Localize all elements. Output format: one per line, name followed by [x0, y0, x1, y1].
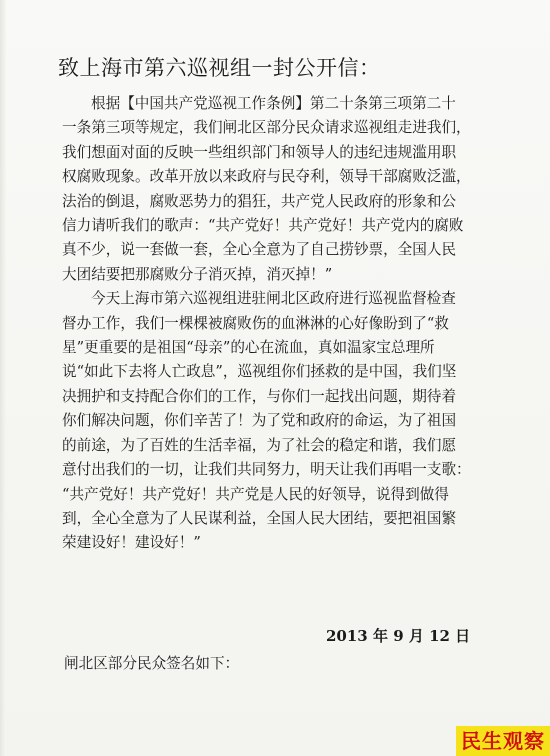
text-line: 说“如此下去将人亡政息”，巡视组你们拯救的是中国，我们坚 — [62, 363, 457, 381]
text-line: 决拥护和支持配合你们的工作，与你们一起找出问题，期待着 — [62, 387, 457, 405]
watermark-logo: 民生观察 — [456, 726, 550, 756]
text-line: 权腐败现象。改革开放以来政府与民夺利，领导干部腐败泛滥， — [62, 168, 471, 186]
text-line: 今天上海市第六巡视组进驻闸北区政府进行巡视监督检查 — [91, 290, 456, 308]
letter-body — [62, 92, 522, 556]
paragraph-1 — [62, 92, 522, 287]
text-line: 我们想面对面的反映一些组织部门和领导人的违纪违规滥用职 — [62, 143, 457, 161]
text-line: 大团结要把那腐败分子消灭掉，消灭掉！” — [62, 265, 333, 283]
paragraph-2 — [62, 287, 522, 555]
text-line: 到，全心全意为了人民谋利益，全国人民大团结，要把祖国繁 — [62, 509, 457, 527]
text-line: 根据【中国共产党巡视工作条例】第二十条第三项第二十 — [91, 95, 456, 112]
text-line: “共产党好！共产党好！共产党是人民的好领导，说得到做得 — [62, 485, 449, 503]
text-line: 你们解决问题，你们辛苦了！为了党和政府的命运，为了祖国 — [62, 412, 457, 430]
text-line: 督办工作，我们一棵棵被腐败伤的血淋淋的心好像盼到了“救 — [62, 314, 449, 332]
text-line: 一条第三项等规定，我们闸北区部分民众请求巡视组走进我们， — [62, 119, 471, 137]
text-line: 星”更重要的是祖国“母亲”的心在流血，真如温家宝总理所 — [62, 339, 435, 357]
letter-title: 致上海市第六巡视组一封公开信： — [58, 56, 381, 80]
text-line: 真不少，说一套做一套，全心全意为了自己捞钞票，全国人民 — [62, 241, 457, 259]
text-line: 荣建设好！建设好！” — [62, 534, 201, 552]
signers-label: 闸北区部分民众签名如下： — [64, 655, 240, 672]
text-line: 的前途，为了百姓的生活幸福，为了社会的稳定和谐，我们愿 — [62, 436, 457, 454]
text-line: 意付出我们的一切，让我们共同努力，明天让我们再唱一支歌： — [62, 461, 471, 479]
paper-edge — [0, 0, 6, 756]
letter-date: 2013 年 9 月 12 日 — [326, 627, 471, 645]
text-line: 法治的倒退，腐败恶势力的猖狂，共产党人民政府的形象和公 — [62, 192, 457, 210]
text-line: 信力请听我们的歌声：“共产党好！共产党好！共产党内的腐败 — [62, 217, 464, 235]
